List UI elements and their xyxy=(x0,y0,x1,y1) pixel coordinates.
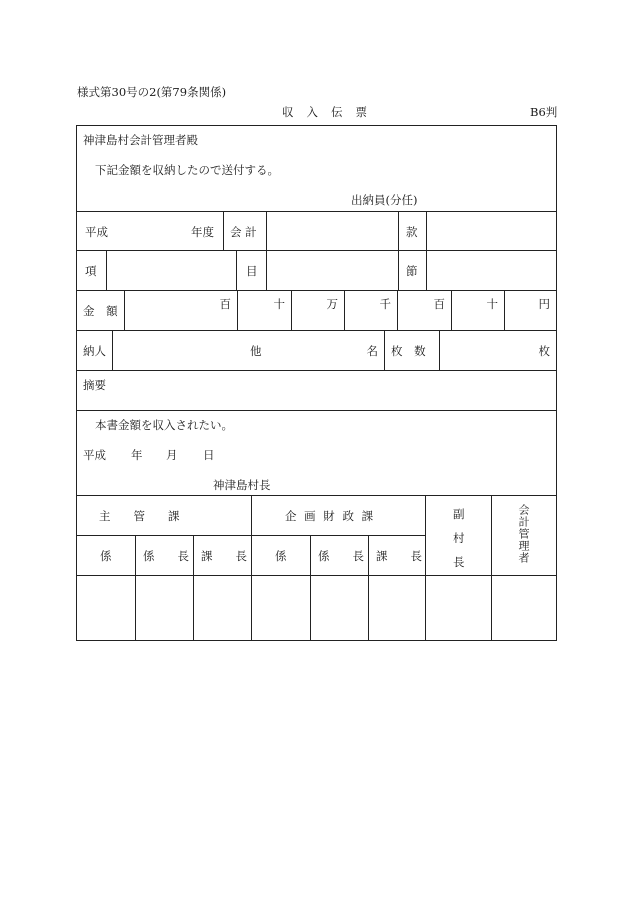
sheet-unit: 枚 xyxy=(538,344,550,358)
main-dept-block xyxy=(77,496,251,641)
request-message: 本書金額を収入されたい。 xyxy=(95,418,233,432)
stamp-box[interactable] xyxy=(492,576,556,641)
payer-name-field[interactable] xyxy=(112,331,384,370)
deputy-mayor-block xyxy=(425,496,491,641)
sheet-count-label-cell xyxy=(384,331,439,370)
other-label: 他 xyxy=(250,344,262,358)
fiscal-row xyxy=(77,212,556,251)
accountant-label: 会計管理者 xyxy=(517,504,530,564)
date-month: 月 xyxy=(166,448,178,462)
amount-digit-ten-thousand[interactable] xyxy=(291,291,344,330)
deputy-char-3: 長 xyxy=(453,555,465,569)
form-number: 様式第30号の2(第79条関係) xyxy=(77,85,227,99)
amount-row xyxy=(77,291,556,331)
fiscal-year-label: 年度 xyxy=(191,225,214,239)
setsu-label-cell xyxy=(398,251,426,290)
unit-label: 十 xyxy=(486,297,498,311)
moku-label: 目 xyxy=(246,264,258,278)
name-count-suffix: 名 xyxy=(366,344,378,358)
unit-label: 百 xyxy=(433,297,445,311)
request-section xyxy=(77,411,556,496)
unit-label: 万 xyxy=(326,297,338,311)
unit-label: 百 xyxy=(219,297,231,311)
date-year: 年 xyxy=(131,448,143,462)
planning-dept-label: 企 画 財 政 課 xyxy=(285,509,376,523)
sheet-count-label: 枚 数 xyxy=(391,344,430,358)
role-staff: 係 xyxy=(275,549,287,563)
setsu-label: 節 xyxy=(406,264,418,278)
kan-field[interactable] xyxy=(426,212,556,250)
date-day: 日 xyxy=(203,448,215,462)
unit-label: 十 xyxy=(273,297,285,311)
amount-digit-ten-million[interactable] xyxy=(237,291,291,330)
era-label: 平成 xyxy=(85,225,108,239)
amount-label: 金 額 xyxy=(83,304,122,318)
amount-digit-thousand[interactable] xyxy=(344,291,397,330)
role-staff: 係 xyxy=(100,549,112,563)
account-label: 会 計 xyxy=(230,225,257,239)
kou-field[interactable] xyxy=(106,251,236,290)
receipt-form xyxy=(76,125,557,641)
account-field[interactable] xyxy=(266,212,398,250)
deputy-char-1: 副 xyxy=(453,507,465,521)
payer-row xyxy=(77,331,556,371)
paper-size: B6判 xyxy=(530,105,558,119)
unit-label: 千 xyxy=(379,297,391,311)
role-manager: 課 長 xyxy=(376,549,422,563)
kan-label-cell xyxy=(398,212,426,250)
addressee-section xyxy=(77,126,556,212)
kou-label: 項 xyxy=(85,264,97,278)
role-chief: 係 長 xyxy=(143,549,189,563)
unit-label: 円 xyxy=(538,297,550,311)
moku-label-cell xyxy=(236,251,266,290)
approval-section xyxy=(77,496,556,641)
stamp-box[interactable] xyxy=(310,576,368,641)
summary-row[interactable] xyxy=(77,371,556,411)
date-era: 平成 xyxy=(83,448,106,462)
stamp-box[interactable] xyxy=(193,576,251,641)
amount-digit-hundred-million[interactable] xyxy=(124,291,237,330)
stamp-box[interactable] xyxy=(252,576,310,641)
account-label-cell xyxy=(223,212,266,250)
sheet-count-field[interactable] xyxy=(439,331,556,370)
role-manager: 課 長 xyxy=(201,549,247,563)
send-message: 下記金額を収納したので送付する。 xyxy=(95,163,279,177)
amount-digit-hundred[interactable] xyxy=(397,291,451,330)
stamp-box[interactable] xyxy=(77,576,135,641)
stamp-box[interactable] xyxy=(368,576,425,641)
planning-dept-block xyxy=(251,496,425,641)
amount-digit-yen[interactable] xyxy=(504,291,556,330)
setsu-field[interactable] xyxy=(426,251,556,290)
cashier-label: 出納員(分任) xyxy=(351,193,418,207)
kan-label: 款 xyxy=(406,225,418,239)
stamp-box[interactable] xyxy=(135,576,193,641)
classification-row xyxy=(77,251,556,291)
summary-label: 摘要 xyxy=(83,378,106,392)
mayor-label: 神津島村長 xyxy=(213,478,271,492)
amount-digit-ten[interactable] xyxy=(451,291,504,330)
document-title: 収入伝票 xyxy=(282,105,380,119)
main-dept-label: 主 管 課 xyxy=(99,509,180,523)
moku-field[interactable] xyxy=(266,251,398,290)
stamp-box[interactable] xyxy=(426,576,491,641)
payer-label: 納人 xyxy=(83,344,106,358)
accountant-block xyxy=(491,496,556,641)
role-chief: 係 長 xyxy=(318,549,364,563)
addressee-text: 神津島村会計管理者殿 xyxy=(83,133,198,147)
deputy-char-2: 村 xyxy=(453,531,465,545)
